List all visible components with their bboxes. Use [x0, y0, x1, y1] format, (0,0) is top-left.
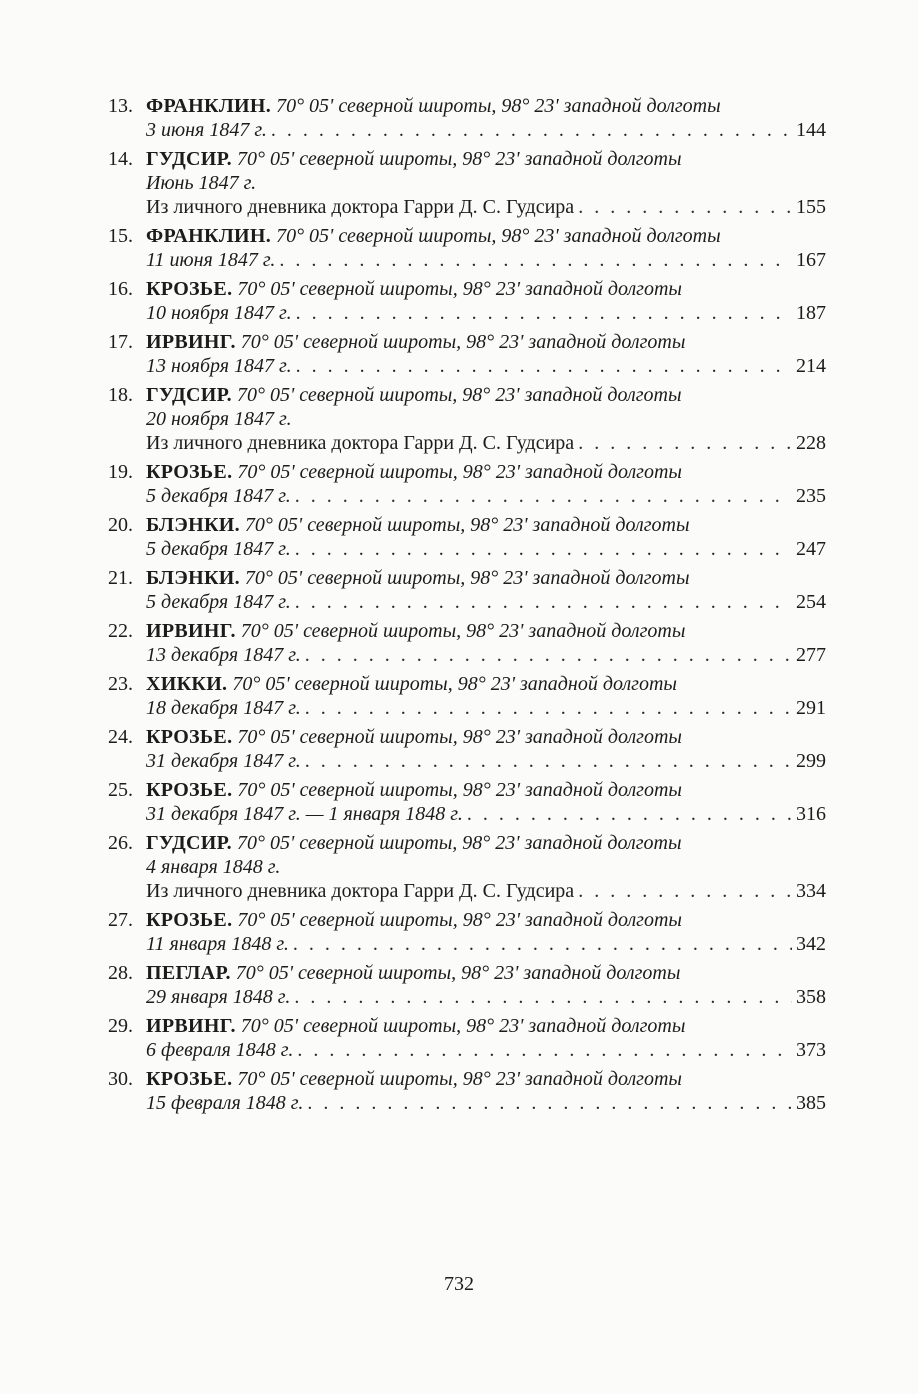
entry-body [146, 94, 826, 142]
leader-line [146, 354, 826, 378]
toc-entry [108, 383, 826, 455]
entry-body [146, 778, 826, 826]
chapter-narrator: КРОЗЬЕ. [146, 909, 233, 931]
chapter-date: 13 декабря 1847 г. [146, 644, 301, 666]
dot-leader [305, 643, 792, 667]
chapter-narrator: ИРВИНГ. [146, 331, 236, 353]
chapter-narrator: ФРАНКЛИН. [146, 95, 272, 117]
entry-body [146, 725, 826, 773]
toc-entry [108, 778, 826, 826]
chapter-narrator: ИРВИНГ. [146, 620, 236, 642]
chapter-coordinates: 70° 05' северной широты, 98° 23' западной долготы [240, 1015, 686, 1037]
chapter-date: 11 января 1848 г. [146, 933, 289, 955]
dot-leader [578, 195, 792, 219]
leader-line [146, 1091, 826, 1115]
chapter-subtitle: Из личного дневника доктора Гарри Д. С. Гудсира [146, 880, 575, 902]
chapter-number: 18. [108, 384, 133, 406]
entry-body [146, 383, 826, 455]
entry-body [146, 961, 826, 1009]
page-reference: 235 [796, 485, 826, 507]
chapter-date: Июнь 1847 г. [146, 172, 257, 194]
page-number: 732 [444, 1273, 474, 1295]
entry-heading [146, 1014, 826, 1038]
chapter-number: 29. [108, 1015, 133, 1037]
chapter-date: 4 января 1848 г. [146, 856, 281, 878]
chapter-date: 5 декабря 1847 г. [146, 538, 291, 560]
leader-line [146, 932, 826, 956]
entry-body [146, 224, 826, 272]
chapter-date: 6 февраля 1848 г. [146, 1039, 294, 1061]
chapter-number: 23. [108, 673, 133, 695]
chapter-narrator: ХИККИ. [146, 673, 228, 695]
dot-leader [271, 118, 792, 142]
dot-leader [296, 301, 792, 325]
chapter-coordinates: 70° 05' северной широты, 98° 23' западной долготы [237, 461, 682, 483]
leader-line [146, 879, 826, 903]
entry-heading [146, 908, 826, 932]
entry-heading [146, 513, 826, 537]
chapter-number: 28. [108, 962, 133, 984]
entry-heading [146, 725, 826, 749]
leader-line [146, 1038, 826, 1062]
chapter-date: 10 ноября 1847 г. [146, 302, 292, 324]
chapter-number: 27. [108, 909, 133, 931]
chapter-number: 25. [108, 779, 133, 801]
chapter-coordinates: 70° 05' северной широты, 98° 23' западной долготы [276, 95, 721, 117]
leader-line [146, 590, 826, 614]
toc-entry [108, 831, 826, 903]
entry-heading [146, 460, 826, 484]
chapter-number: 21. [108, 567, 133, 589]
chapter-number: 30. [108, 1068, 133, 1090]
page-reference: 291 [796, 697, 826, 719]
page-reference: 299 [796, 750, 826, 772]
chapter-coordinates: 70° 05' северной широты, 98° 23' западной долготы [237, 726, 682, 748]
toc-entry [108, 94, 826, 142]
toc-entry [108, 330, 826, 378]
dot-leader [295, 484, 792, 508]
chapter-coordinates: 70° 05' северной широты, 98° 23' западной долготы [237, 909, 682, 931]
toc-entry [108, 513, 826, 561]
entry-body [146, 672, 826, 720]
leader-line [146, 749, 826, 773]
chapter-number: 19. [108, 461, 133, 483]
toc-entry [108, 908, 826, 956]
entry-body [146, 1014, 826, 1062]
chapter-number: 13. [108, 95, 133, 117]
dot-leader [297, 1038, 792, 1062]
leader-line [146, 537, 826, 561]
entry-heading [146, 778, 826, 802]
page-reference: 342 [796, 933, 826, 955]
leader-line [146, 195, 826, 219]
chapter-coordinates: 70° 05' северной широты, 98° 23' западной долготы [237, 1068, 682, 1090]
page-reference: 277 [796, 644, 826, 666]
entry-heading [146, 277, 826, 301]
dot-leader [295, 590, 792, 614]
chapter-date: 29 января 1848 г. [146, 986, 291, 1008]
toc-entry [108, 460, 826, 508]
entry-heading [146, 147, 826, 171]
entry-body [146, 460, 826, 508]
leader-line [146, 484, 826, 508]
chapter-coordinates: 70° 05' северной широты, 98° 23' западной долготы [244, 567, 690, 589]
toc-entry [108, 224, 826, 272]
table-of-contents [108, 94, 826, 1120]
page-reference: 334 [796, 880, 826, 902]
leader-line [146, 643, 826, 667]
leader-line [146, 696, 826, 720]
chapter-narrator: ФРАНКЛИН. [146, 225, 272, 247]
toc-entry [108, 619, 826, 667]
chapter-number: 16. [108, 278, 133, 300]
toc-entry [108, 566, 826, 614]
entry-body [146, 908, 826, 956]
toc-entry [108, 1067, 826, 1115]
entry-heading [146, 1067, 826, 1091]
chapter-coordinates: 70° 05' северной широты, 98° 23' западной долготы [237, 779, 682, 801]
entry-body [146, 566, 826, 614]
chapter-narrator: ПЕГЛАР. [146, 962, 231, 984]
dot-leader [279, 248, 792, 272]
chapter-narrator: КРОЗЬЕ. [146, 461, 233, 483]
entry-heading [146, 672, 826, 696]
dot-leader [578, 431, 792, 455]
toc-entry [108, 672, 826, 720]
dot-leader [467, 802, 792, 826]
toc-entry [108, 1014, 826, 1062]
leader-line [146, 431, 826, 455]
entry-heading [146, 566, 826, 590]
chapter-subtitle: Из личного дневника доктора Гарри Д. С. Гудсира [146, 432, 575, 454]
dot-leader [294, 985, 792, 1009]
chapter-narrator: КРОЗЬЕ. [146, 779, 233, 801]
chapter-number: 15. [108, 225, 133, 247]
chapter-narrator: БЛЭНКИ. [146, 567, 240, 589]
page-reference: 214 [796, 355, 826, 377]
entry-heading [146, 619, 826, 643]
entry-body [146, 147, 826, 219]
chapter-narrator: ГУДСИР. [146, 148, 232, 170]
chapter-date: 11 июня 1847 г. [146, 249, 276, 271]
chapter-coordinates: 70° 05' северной широты, 98° 23' западной долготы [236, 832, 682, 854]
chapter-date: 13 ноября 1847 г. [146, 355, 292, 377]
leader-line [146, 248, 826, 272]
chapter-date: 20 ноября 1847 г. [146, 408, 292, 430]
chapter-narrator: БЛЭНКИ. [146, 514, 240, 536]
entry-body [146, 277, 826, 325]
dot-leader [295, 537, 792, 561]
chapter-coordinates: 70° 05' северной широты, 98° 23' западной долготы [240, 331, 686, 353]
page-reference: 316 [796, 803, 826, 825]
page-reference: 373 [796, 1039, 826, 1061]
chapter-narrator: ИРВИНГ. [146, 1015, 236, 1037]
page-reference: 385 [796, 1092, 826, 1114]
page-reference: 187 [796, 302, 826, 324]
entry-heading [146, 94, 826, 118]
entry-body [146, 513, 826, 561]
entry-body [146, 330, 826, 378]
entry-body [146, 619, 826, 667]
toc-entry [108, 277, 826, 325]
page-reference: 144 [796, 119, 826, 141]
chapter-date: 31 декабря 1847 г. — 1 января 1848 г. [146, 803, 463, 825]
chapter-date: 5 декабря 1847 г. [146, 591, 291, 613]
chapter-narrator: ГУДСИР. [146, 832, 232, 854]
chapter-date: 31 декабря 1847 г. [146, 750, 301, 772]
page-reference: 167 [796, 249, 826, 271]
page-reference: 254 [796, 591, 826, 613]
page-reference: 228 [796, 432, 826, 454]
toc-entry [108, 961, 826, 1009]
page-reference: 247 [796, 538, 826, 560]
entry-heading [146, 961, 826, 985]
leader-line [146, 802, 826, 826]
chapter-date: 15 февраля 1848 г. [146, 1092, 304, 1114]
page-reference: 155 [796, 196, 826, 218]
chapter-coordinates: 70° 05' северной широты, 98° 23' западной долготы [244, 514, 690, 536]
chapter-narrator: КРОЗЬЕ. [146, 1068, 233, 1090]
dot-leader [307, 1091, 792, 1115]
chapter-narrator: КРОЗЬЕ. [146, 278, 233, 300]
dot-leader [293, 932, 792, 956]
leader-line [146, 301, 826, 325]
chapter-coordinates: 70° 05' северной широты, 98° 23' западной долготы [240, 620, 686, 642]
chapter-coordinates: 70° 05' северной широты, 98° 23' западной долготы [236, 148, 682, 170]
toc-entry [108, 725, 826, 773]
leader-line [146, 118, 826, 142]
chapter-date: 3 июня 1847 г. [146, 119, 267, 141]
chapter-coordinates: 70° 05' северной широты, 98° 23' западной долготы [236, 384, 682, 406]
entry-heading [146, 224, 826, 248]
chapter-narrator: КРОЗЬЕ. [146, 726, 233, 748]
dot-leader [296, 354, 792, 378]
page-reference: 358 [796, 986, 826, 1008]
chapter-coordinates: 70° 05' северной широты, 98° 23' западной долготы [237, 278, 682, 300]
chapter-number: 17. [108, 331, 133, 353]
chapter-coordinates: 70° 05' северной широты, 98° 23' западной долготы [276, 225, 721, 247]
dot-leader [578, 879, 792, 903]
entry-heading [146, 383, 826, 407]
toc-entry [108, 147, 826, 219]
chapter-number: 14. [108, 148, 133, 170]
chapter-number: 26. [108, 832, 133, 854]
entry-body [146, 1067, 826, 1115]
entry-body [146, 831, 826, 903]
entry-heading [146, 330, 826, 354]
chapter-number: 22. [108, 620, 133, 642]
chapter-subtitle: Из личного дневника доктора Гарри Д. С. Гудсира [146, 196, 575, 218]
dot-leader [305, 749, 792, 773]
chapter-date: 18 декабря 1847 г. [146, 697, 301, 719]
entry-heading [146, 831, 826, 855]
chapter-coordinates: 70° 05' северной широты, 98° 23' западной долготы [235, 962, 681, 984]
dot-leader [305, 696, 792, 720]
leader-line [146, 985, 826, 1009]
chapter-number: 20. [108, 514, 133, 536]
chapter-coordinates: 70° 05' северной широты, 98° 23' западной долготы [232, 673, 677, 695]
chapter-narrator: ГУДСИР. [146, 384, 232, 406]
chapter-date: 5 декабря 1847 г. [146, 485, 291, 507]
chapter-number: 24. [108, 726, 133, 748]
